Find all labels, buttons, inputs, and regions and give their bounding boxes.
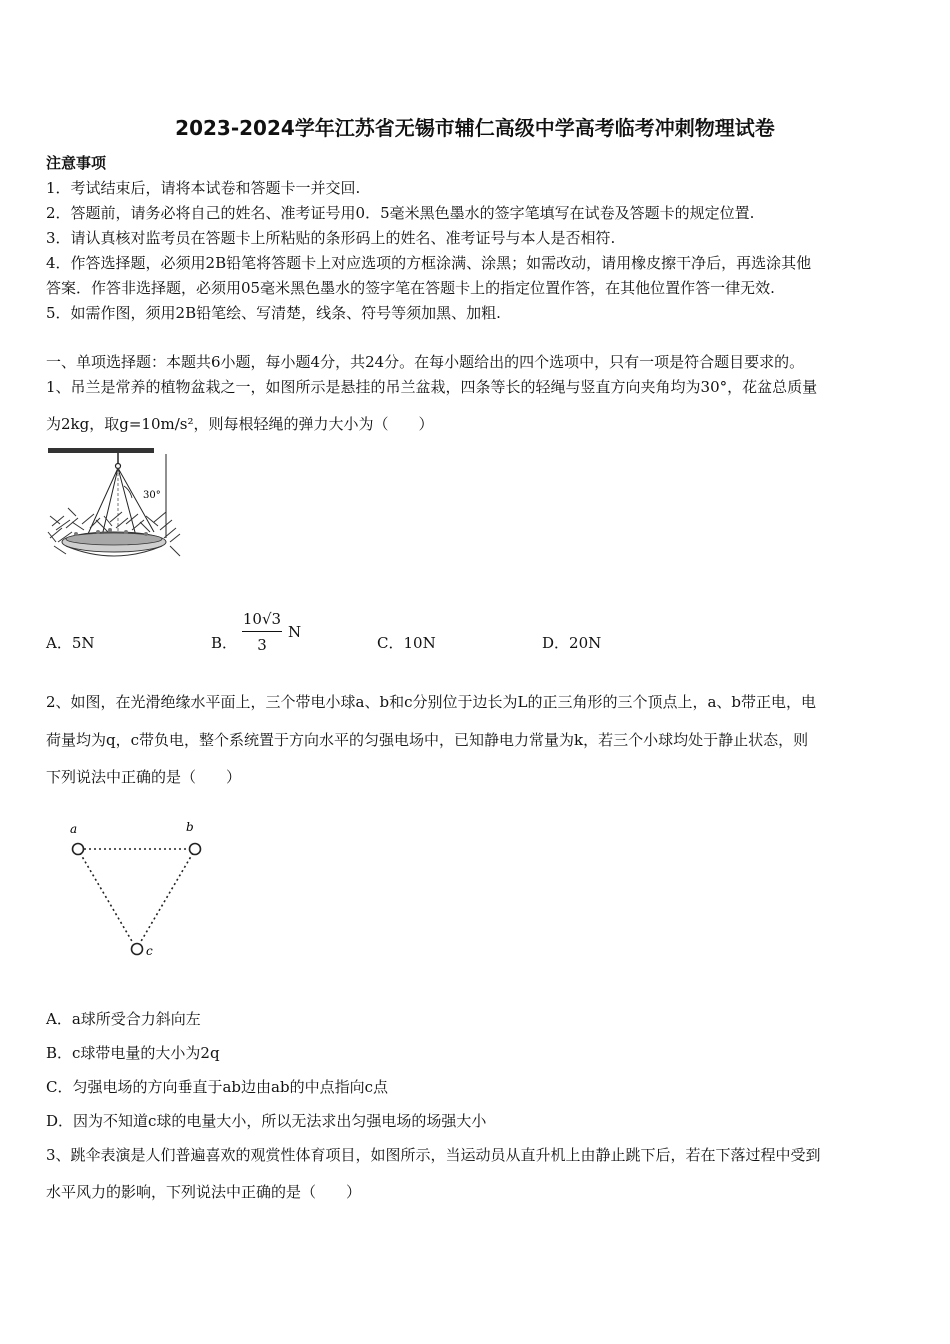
q2-option-a[interactable]: A．a球所受合力斜向左	[46, 1010, 201, 1028]
notice-item: 1．考试结束后，请将本试卷和答题卡一并交回.	[46, 179, 361, 197]
label-b: b	[186, 820, 194, 834]
q1-option-b-label[interactable]: B．	[211, 634, 238, 652]
q1-option-c[interactable]: C．10N	[377, 634, 436, 652]
hanging-plant-figure	[46, 446, 186, 571]
question-2-text: 下列说法中正确的是（ ）	[46, 768, 242, 786]
q2-option-b[interactable]: B．c球带电量的大小为2q	[46, 1044, 220, 1062]
triangle-charges-figure	[60, 815, 220, 965]
question-1-text: 1、吊兰是常养的植物盆栽之一，如图所示是悬挂的吊兰盆栽，四条等长的轻绳与竖直方向夹角均为30°，花盆总质量	[46, 378, 818, 396]
question-2-text: 2、如图，在光滑绝缘水平面上，三个带电小球a、b和c分别位于边长为L的正三角形的三个顶点上，a、b带正电，电	[46, 693, 817, 711]
q1-option-a[interactable]: A．5N	[46, 634, 95, 652]
notice-item: 5．如需作图，须用2B铅笔绘、写清楚，线条、符号等须加黑、加粗.	[46, 304, 501, 322]
notice-item: 答案．作答非选择题，必须用05毫米黑色墨水的签字笔在答题卡上的指定位置作答，在其他位置作答一律无效.	[46, 279, 775, 297]
page-title: 2023-2024学年江苏省无锡市辅仁高级中学高考临考冲刺物理试卷	[175, 116, 775, 140]
angle-label: 30°	[143, 490, 161, 501]
notice-heading: 注意事项	[46, 154, 107, 172]
q1-option-d[interactable]: D．20N	[542, 634, 602, 652]
ball-a	[73, 844, 84, 855]
q1-option-b-denominator: 3	[257, 636, 267, 654]
question-3-text: 3、跳伞表演是人们普遍喜欢的观赏性体育项目，如图所示，当运动员从直升机上由静止跳下后，若在下落过程中受到	[46, 1146, 821, 1164]
q1-option-b-unit: N	[288, 623, 302, 641]
ball-c	[132, 944, 143, 955]
label-a: a	[70, 822, 78, 836]
label-c: c	[146, 944, 153, 958]
notice-item: 2．答题前，请务必将自己的姓名、准考证号用0．5毫米黑色墨水的签字笔填写在试卷及答题卡的规定位置.	[46, 204, 755, 222]
q2-option-c[interactable]: C．匀强电场的方向垂直于ab边由ab的中点指向c点	[46, 1078, 388, 1096]
q1-option-b-numerator: 10√3	[242, 610, 282, 628]
question-2-text: 荷量均为q，c带负电，整个系统置于方向水平的匀强电场中，已知静电力常量为k，若三个小球均处于静止状态，则	[46, 731, 809, 749]
notice-item: 3．请认真核对监考员在答题卡上所粘贴的条形码上的姓名、准考证号与本人是否相符.	[46, 229, 616, 247]
question-1-text: 为2kg，取g=10m/s²，则每根轻绳的弹力大小为（ ）	[46, 415, 434, 433]
q2-option-d[interactable]: D．因为不知道c球的电量大小，所以无法求出匀强电场的场强大小	[46, 1112, 487, 1130]
ball-b	[190, 844, 201, 855]
notice-item: 4．作答选择题，必须用2B铅笔将答题卡上对应选项的方框涂满、涂黑；如需改动，请用橡皮擦干净后，再选涂其他	[46, 254, 812, 272]
section-heading: 一、单项选择题：本题共6小题，每小题4分，共24分。在每小题给出的四个选项中，只有一项是符合题目要求的。	[46, 353, 805, 371]
fraction-bar	[242, 631, 282, 632]
question-3-text: 水平风力的影响，下列说法中正确的是（ ）	[46, 1183, 362, 1201]
